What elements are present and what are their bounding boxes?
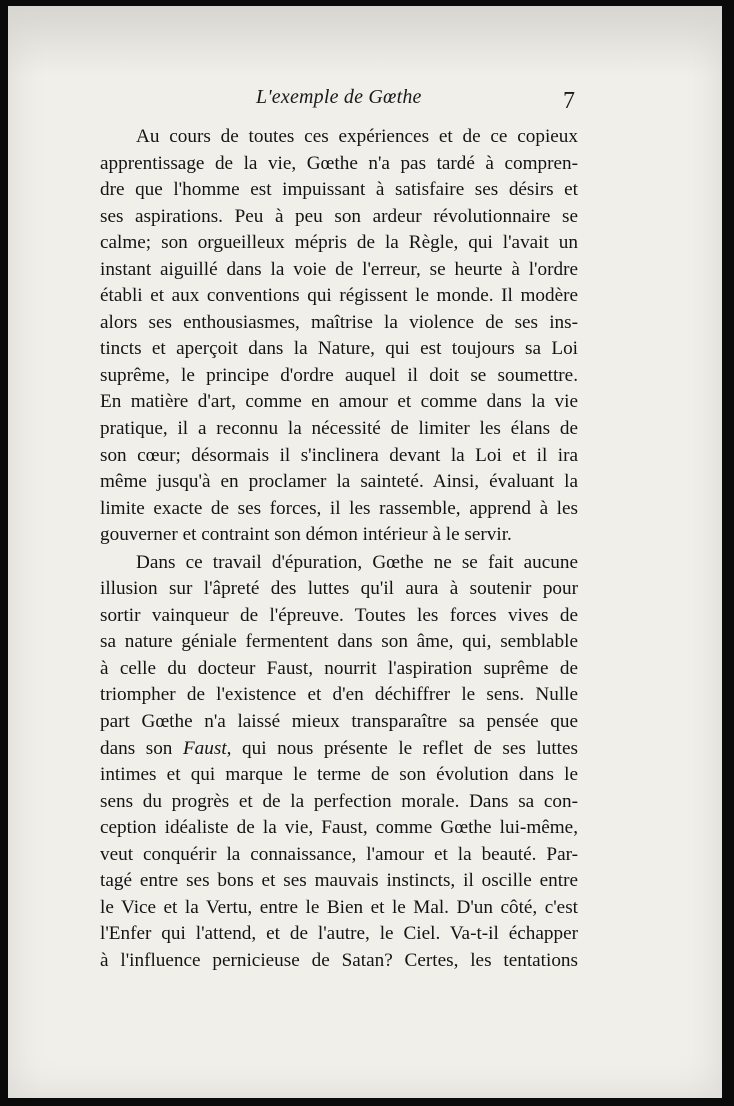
paragraph-1 (100, 124, 578, 549)
text-line: sortir vainqueur de l'épreuve. Toutes les forces vives de (100, 604, 578, 626)
book-page (8, 6, 722, 1098)
text-line: pratique, il a reconnu la nécessité de limiter les élans de (100, 418, 578, 440)
text-line: son cœur; désormais il s'inclinera devant la Loi et il ira (100, 444, 578, 466)
text-line: illusion sur l'âpreté des luttes qu'il aura à soutenir pour (100, 578, 578, 600)
text-line: limite exacte de ses forces, il les rassemble, apprend à les (100, 497, 578, 519)
text-line: même jusqu'à en proclamer la sainteté. Ainsi, évaluant la (100, 471, 578, 493)
paragraph-2 (100, 550, 578, 975)
running-head (8, 84, 722, 114)
text-line: établi et aux conventions qui régissent le monde. Il modère (100, 285, 578, 307)
text-line: tagé entre ses bons et ses mauvais instincts, il oscille entre (100, 870, 578, 892)
text-line: Au cours de toutes ces expériences et de ce copieux (136, 126, 578, 147)
text-line: instant aiguillé dans la voie de l'erreur, se heurte à l'ordre (100, 258, 578, 280)
text-line: Dans ce travail d'épuration, Gœthe ne se fait aucune (136, 551, 578, 573)
text-line: tincts et aperçoit dans la Nature, qui est toujours sa Loi (100, 338, 578, 360)
work-title-faust: Faust (182, 737, 227, 759)
text-line: ception idéaliste de la vie, Faust, comme Gœthe lui-même, (100, 817, 578, 839)
text-line: apprentissage de la vie, Gœthe n'a pas tardé à compren- (100, 152, 578, 174)
text-line: ses aspirations. Peu à peu son ardeur révolutionnaire se (100, 205, 578, 227)
text-line: calme; son orgueilleux mépris de la Règle, qui l'avait un (100, 232, 578, 254)
text-line: à l'influence pernicieuse de Satan? Certes, les tentations (100, 949, 578, 971)
text-line: sa nature géniale fermentent dans son âme, qui, semblable (100, 631, 578, 653)
text-line: alors ses enthousiasmes, maîtrise la violence de ses ins- (100, 311, 578, 333)
text-line: gouverner et contraint son démon intérieur à le servir. (100, 524, 512, 546)
body-text (100, 124, 578, 975)
text-line: dans son Faust, qui nous présente le reflet de ses luttes (100, 737, 578, 759)
text-line: suprême, le principe d'ordre auquel il doit se soumettre. (100, 364, 578, 386)
text-line: l'Enfer qui l'attend, et de l'autre, le Ciel. Va-t-il échapper (100, 923, 578, 945)
running-title: L'exemple de Gœthe (256, 86, 422, 108)
text-line: intimes et qui marque le terme de son évolution dans le (100, 764, 578, 786)
text-line: En matière d'art, comme en amour et comme dans la vie (100, 391, 578, 413)
text-line: triompher de l'existence et d'en déchiffrer le sens. Nulle (100, 684, 578, 706)
text-line: part Gœthe n'a laissé mieux transparaître sa pensée que (100, 711, 578, 733)
page-number: 7 (563, 88, 575, 114)
text-line: sens du progrès et de la perfection morale. Dans sa con- (100, 790, 578, 812)
text-line: veut conquérir la connaissance, l'amour et la beauté. Par- (100, 843, 578, 865)
text-line: le Vice et la Vertu, entre le Bien et le Mal. D'un côté, c'est (100, 896, 578, 918)
text-line: à celle du docteur Faust, nourrit l'aspiration suprême de (100, 657, 578, 679)
text-line: dre que l'homme est impuissant à satisfaire ses désirs et (100, 179, 578, 201)
